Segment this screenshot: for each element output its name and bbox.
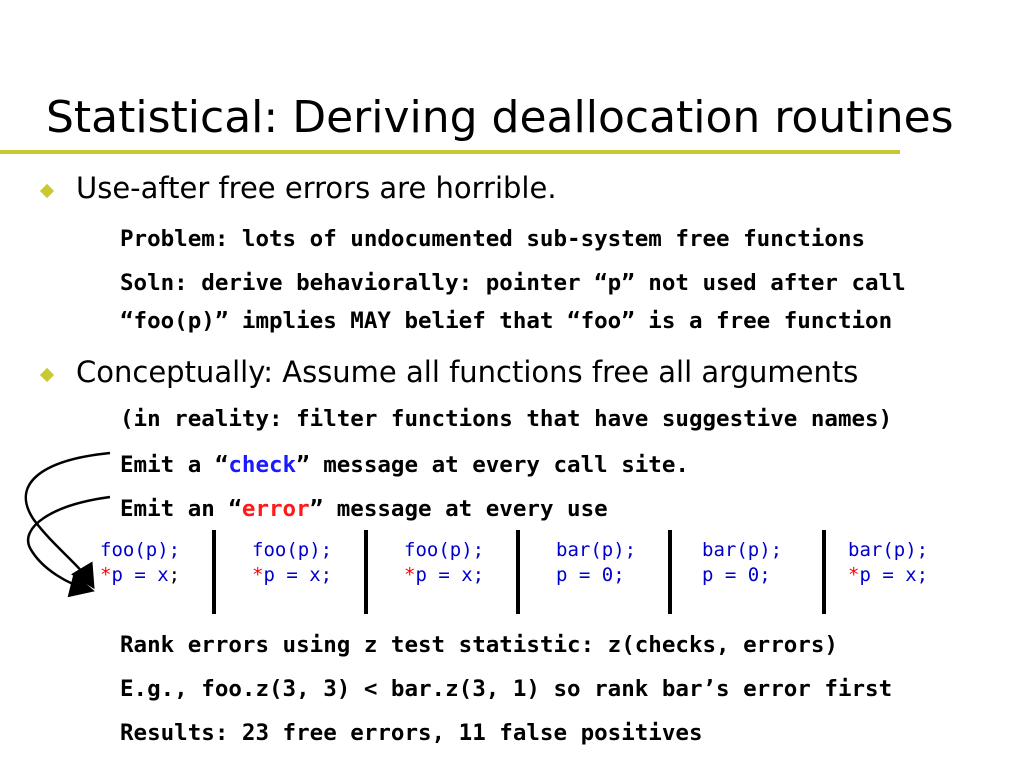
column-separator	[822, 530, 826, 614]
bullet-text: Conceptually: Assume all functions free all arguments	[76, 355, 859, 389]
check-keyword: check	[228, 452, 297, 478]
code-column-4	[556, 538, 636, 588]
slide-title: Statistical: Deriving deallocation routines	[46, 92, 954, 143]
code-call: bar(p);	[848, 539, 929, 561]
code-call: foo(p);	[252, 539, 333, 561]
code-column-1	[100, 538, 180, 588]
sub-bullet: Rank errors using z test statistic: z(checks, errors)	[120, 632, 838, 658]
code-assign: p = x;	[415, 564, 485, 586]
title-underline	[0, 150, 900, 154]
code-column-5	[702, 538, 782, 588]
emit-check-suffix: ” message at every call site.	[296, 452, 689, 478]
sub-bullet: Problem: lots of undocumented sub-system free functions	[120, 226, 866, 252]
sub-bullet: Soln: derive behaviorally: pointer “p” not used after call	[120, 270, 906, 296]
deref-star: *	[848, 564, 860, 586]
code-column-2	[252, 538, 332, 588]
code-call: foo(p);	[100, 539, 181, 561]
deref-star: *	[100, 564, 112, 586]
code-assign: p = 0;	[702, 564, 771, 586]
code-semicolon: ;	[168, 564, 181, 586]
code-assign: p = 0;	[556, 564, 625, 586]
column-separator	[516, 530, 520, 614]
sub-bullet: Results: 23 free errors, 11 false positives	[120, 720, 703, 746]
deref-star: *	[404, 564, 416, 586]
emit-error-prefix: Emit an “	[120, 496, 242, 522]
deref-star: *	[252, 564, 264, 586]
error-keyword: error	[241, 496, 310, 522]
code-assign: p = x;	[263, 564, 333, 586]
bullet-text: Use-after free errors are horrible.	[76, 171, 557, 205]
emit-check-prefix: Emit a “	[120, 452, 229, 478]
code-call: bar(p);	[702, 539, 783, 561]
column-separator	[212, 530, 216, 614]
emit-check-line	[120, 450, 689, 480]
sub-bullet: E.g., foo.z(3, 3) < bar.z(3, 1) so rank bar’s error first	[120, 676, 893, 702]
code-call: foo(p);	[404, 539, 485, 561]
code-column-6	[848, 538, 928, 588]
code-column-3	[404, 538, 484, 588]
code-call: bar(p);	[556, 539, 637, 561]
sub-bullet: “foo(p)” implies MAY belief that “foo” is a free function	[120, 308, 893, 334]
column-separator	[668, 530, 672, 614]
curved-arrows-icon	[0, 0, 130, 620]
sub-bullet: (in reality: filter functions that have suggestive names)	[120, 406, 893, 432]
column-separator	[364, 530, 368, 614]
emit-error-line	[120, 494, 608, 524]
code-assign: p = x	[111, 564, 169, 586]
code-assign: p = x;	[859, 564, 929, 586]
emit-error-suffix: ” message at every use	[309, 496, 608, 522]
